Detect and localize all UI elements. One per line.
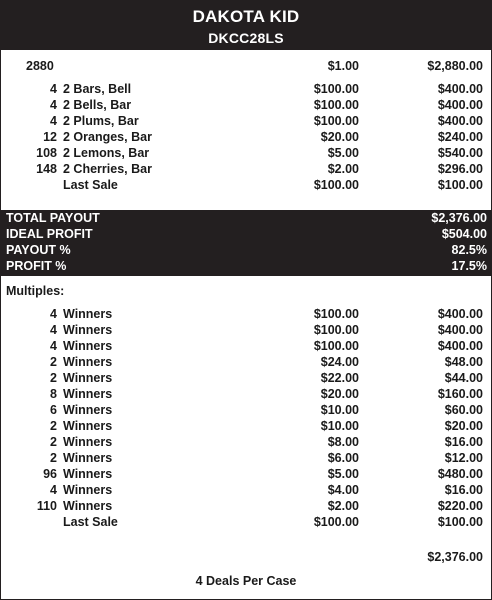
deals-per-case: 4 Deals Per Case — [195, 574, 297, 588]
multiples-price: $100.00 — [313, 515, 359, 529]
multiples-desc: Winners — [63, 467, 113, 481]
multiples-price: $10.00 — [320, 419, 359, 433]
multiples-row — [1, 451, 491, 467]
game-title: DAKOTA KID — [192, 7, 300, 26]
summary-row-payout-percent — [1, 243, 491, 259]
multiples-row — [1, 419, 491, 435]
multiples-row — [1, 371, 491, 387]
payout-total: $400.00 — [437, 82, 483, 96]
grand-total: $2,376.00 — [427, 550, 483, 564]
multiples-desc: Winners — [63, 483, 113, 497]
multiples-qty: 96 — [43, 467, 57, 481]
multiples-qty: 6 — [50, 403, 57, 417]
payout-desc: 2 Plums, Bar — [63, 114, 139, 128]
multiples-total: $20.00 — [444, 419, 483, 433]
multiples-row — [1, 403, 491, 419]
payout-total: $296.00 — [437, 162, 483, 176]
multiples-row — [1, 467, 491, 483]
summary-label: PROFIT % — [6, 259, 67, 273]
multiples-price: $5.00 — [327, 467, 359, 481]
payout-qty: 4 — [50, 82, 57, 96]
multiples-qty: 4 — [50, 307, 57, 321]
multiples-price: $100.00 — [313, 339, 359, 353]
multiples-qty: 2 — [50, 419, 57, 433]
multiples-heading: Multiples: — [6, 284, 65, 298]
form-number: DKCC28LS — [208, 30, 284, 46]
payout-total: $240.00 — [437, 130, 483, 144]
multiples-total: $480.00 — [437, 467, 483, 481]
multiples-price: $8.00 — [327, 435, 359, 449]
multiples-desc: Winners — [63, 355, 113, 369]
multiples-desc: Winners — [63, 403, 113, 417]
multiples-price: $22.00 — [320, 371, 359, 385]
multiples-qty: 2 — [50, 355, 57, 369]
multiples-total: $400.00 — [437, 339, 483, 353]
multiples-price: $24.00 — [320, 355, 359, 369]
payout-price: $5.00 — [327, 146, 359, 160]
multiples-row — [1, 307, 491, 323]
multiples-qty: 4 — [50, 323, 57, 337]
payout-row — [1, 98, 491, 114]
multiples-desc: Winners — [63, 387, 113, 401]
payout-row — [1, 114, 491, 130]
multiples-total: $100.00 — [437, 515, 483, 529]
multiples-row — [1, 387, 491, 403]
payout-qty: 12 — [43, 130, 57, 144]
summary-value: $2,376.00 — [431, 211, 487, 225]
summary-value: $504.00 — [441, 227, 487, 241]
multiples-qty: 110 — [36, 499, 57, 513]
multiples-price: $10.00 — [320, 403, 359, 417]
summary-label: TOTAL PAYOUT — [6, 211, 100, 225]
multiples-qty: 2 — [50, 451, 57, 465]
multiples-row — [1, 435, 491, 451]
multiples-desc: Winners — [63, 435, 113, 449]
multiples-total: $16.00 — [444, 435, 483, 449]
payout-desc: Last Sale — [63, 178, 118, 192]
multiples-total: $400.00 — [437, 323, 483, 337]
payout-row — [1, 146, 491, 162]
summary-banner — [1, 210, 491, 276]
multiples-price: $6.00 — [327, 451, 359, 465]
multiples-row — [1, 323, 491, 339]
payout-qty: 108 — [36, 146, 57, 160]
payout-price: $100.00 — [313, 178, 359, 192]
summary-value: 82.5% — [451, 243, 487, 257]
summary-label: PAYOUT % — [6, 243, 71, 257]
summary-row-total-payout — [1, 211, 491, 227]
payout-price: $20.00 — [320, 130, 359, 144]
multiples-row — [1, 339, 491, 355]
payout-total: $100.00 — [437, 178, 483, 192]
payout-qty: 148 — [36, 162, 57, 176]
multiples-price: $20.00 — [320, 387, 359, 401]
deal-total: $2,880.00 — [427, 59, 483, 73]
payout-row — [1, 130, 491, 146]
payout-total: $540.00 — [437, 146, 483, 160]
multiples-desc: Winners — [63, 451, 113, 465]
deal-count: 2880 — [26, 59, 54, 73]
deal-price: $1.00 — [327, 59, 359, 73]
payout-price: $100.00 — [313, 98, 359, 112]
multiples-qty: 4 — [50, 339, 57, 353]
multiples-row-last-sale — [1, 515, 491, 531]
summary-label: IDEAL PROFIT — [6, 227, 93, 241]
summary-value: 17.5% — [451, 259, 487, 273]
multiples-desc: Winners — [63, 307, 113, 321]
multiples-total: $60.00 — [444, 403, 483, 417]
payout-desc: 2 Bars, Bell — [63, 82, 132, 96]
multiples-desc: Winners — [63, 339, 113, 353]
multiples-price: $4.00 — [327, 483, 359, 497]
multiples-qty: 2 — [50, 435, 57, 449]
multiples-total: $12.00 — [444, 451, 483, 465]
multiples-price: $100.00 — [313, 307, 359, 321]
multiples-total: $220.00 — [437, 499, 483, 513]
multiples-desc: Winners — [63, 323, 113, 337]
summary-row-ideal-profit — [1, 227, 491, 243]
summary-row-profit-percent — [1, 259, 491, 275]
payout-qty: 4 — [50, 98, 57, 112]
multiples-desc: Winners — [63, 371, 113, 385]
multiples-desc: Winners — [63, 499, 113, 513]
multiples-row — [1, 483, 491, 499]
multiples-total: $16.00 — [444, 483, 483, 497]
multiples-desc: Winners — [63, 419, 113, 433]
multiples-row — [1, 355, 491, 371]
payout-price: $100.00 — [313, 82, 359, 96]
payout-total: $400.00 — [437, 98, 483, 112]
multiples-price: $2.00 — [327, 499, 359, 513]
multiples-price: $100.00 — [313, 323, 359, 337]
multiples-total: $160.00 — [437, 387, 483, 401]
multiples-total: $48.00 — [444, 355, 483, 369]
deal-row — [1, 59, 491, 75]
multiples-desc: Last Sale — [63, 515, 118, 529]
multiples-total: $44.00 — [444, 371, 483, 385]
payout-row — [1, 162, 491, 178]
payout-total: $400.00 — [437, 114, 483, 128]
multiples-qty: 4 — [50, 483, 57, 497]
multiples-total: $400.00 — [437, 307, 483, 321]
payout-row — [1, 82, 491, 98]
multiples-row — [1, 499, 491, 515]
multiples-qty: 2 — [50, 371, 57, 385]
payout-price: $100.00 — [313, 114, 359, 128]
payout-desc: 2 Bells, Bar — [63, 98, 132, 112]
payout-row-last-sale — [1, 178, 491, 194]
multiples-qty: 8 — [50, 387, 57, 401]
payout-desc: 2 Cherries, Bar — [63, 162, 152, 176]
header-banner — [1, 1, 491, 50]
payout-qty: 4 — [50, 114, 57, 128]
payout-price: $2.00 — [327, 162, 359, 176]
payout-desc: 2 Lemons, Bar — [63, 146, 150, 160]
payout-desc: 2 Oranges, Bar — [63, 130, 152, 144]
